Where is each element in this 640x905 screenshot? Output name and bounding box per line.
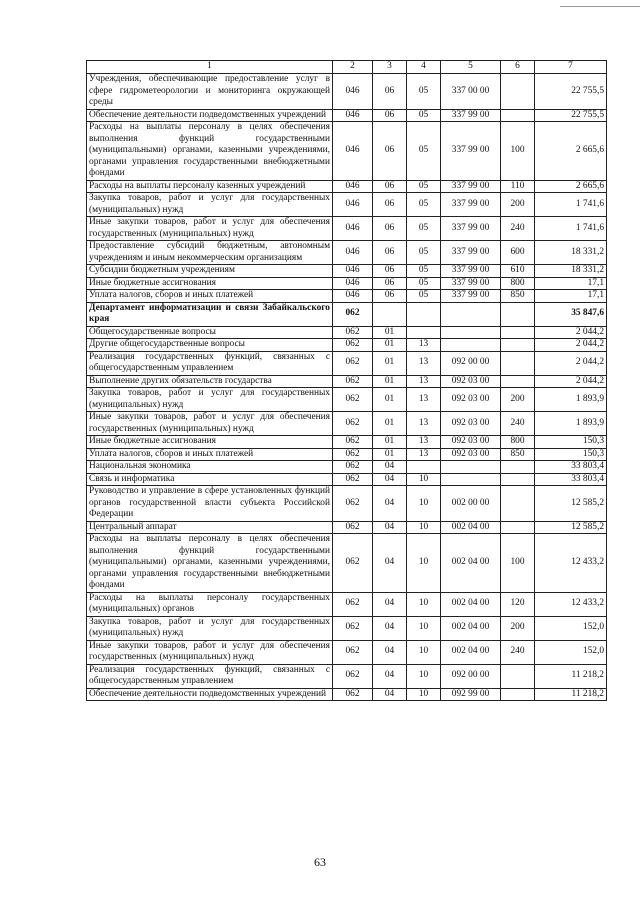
- cell-amount: 35 847,6: [535, 302, 607, 326]
- table-row: [87, 640, 607, 664]
- cell-amount: 22 755,5: [535, 109, 607, 122]
- cell-target-article: 337 99 00: [441, 277, 501, 290]
- cell-item-name: Выполнение других обязательств государства: [87, 375, 333, 388]
- cell-target-article: 002 04 00: [441, 592, 501, 616]
- table-row: [87, 461, 607, 474]
- cell-ministry-code: 062: [333, 375, 373, 388]
- cell-ministry-code: 046: [333, 193, 373, 217]
- cell-expense-type: [501, 351, 535, 375]
- table-row: [87, 375, 607, 388]
- cell-expense-type: 240: [501, 640, 535, 664]
- cell-expense-type: [501, 375, 535, 388]
- cell-expense-type: 240: [501, 217, 535, 241]
- cell-subsection-code: 13: [407, 412, 441, 436]
- table-row: [87, 193, 607, 217]
- cell-ministry-code: 062: [333, 521, 373, 534]
- table-row: [87, 180, 607, 193]
- cell-expense-type: 200: [501, 388, 535, 412]
- cell-subsection-code: 13: [407, 388, 441, 412]
- cell-amount: 11 218,2: [535, 664, 607, 688]
- cell-amount: 17,1: [535, 290, 607, 303]
- cell-target-article: 337 00 00: [441, 74, 501, 110]
- cell-section-code: 01: [373, 388, 407, 412]
- cell-subsection-code: 10: [407, 473, 441, 486]
- cell-target-article: 092 03 00: [441, 436, 501, 449]
- header-col-6: 6: [501, 61, 535, 74]
- cell-target-article: 002 00 00: [441, 486, 501, 522]
- cell-expense-type: [501, 74, 535, 110]
- top-rule: [560, 6, 640, 7]
- cell-item-name: Закупка товаров, работ и услуг для государственных (муниципальных) нужд: [87, 616, 333, 640]
- cell-target-article: 337 99 00: [441, 109, 501, 122]
- cell-ministry-code: 062: [333, 326, 373, 339]
- cell-section-code: 01: [373, 326, 407, 339]
- cell-item-name: Руководство и управление в сфере установленных функций органов государственной власти субъекта Российской Федерации: [87, 486, 333, 522]
- cell-item-name: Расходы на выплаты персоналу государственных (муниципальных) органов: [87, 592, 333, 616]
- cell-item-name: Реализация государственных функций, связанных с общегосударственным управлением: [87, 664, 333, 688]
- cell-subsection-code: 05: [407, 217, 441, 241]
- cell-amount: 11 218,2: [535, 688, 607, 701]
- table-row: [87, 217, 607, 241]
- cell-ministry-code: 046: [333, 277, 373, 290]
- cell-section-code: 01: [373, 412, 407, 436]
- table-row: [87, 616, 607, 640]
- header-col-3: 3: [373, 61, 407, 74]
- cell-target-article: 002 04 00: [441, 521, 501, 534]
- table-row: [87, 688, 607, 701]
- cell-ministry-code: 062: [333, 339, 373, 352]
- cell-ministry-code: 046: [333, 180, 373, 193]
- cell-expense-type: [501, 473, 535, 486]
- cell-expense-type: [501, 326, 535, 339]
- cell-item-name: Субсидии бюджетным учреждениям: [87, 265, 333, 278]
- cell-amount: 1 893,9: [535, 412, 607, 436]
- cell-item-name: Расходы на выплаты персоналу казенных учреждений: [87, 180, 333, 193]
- cell-expense-type: 100: [501, 122, 535, 181]
- table-row: [87, 326, 607, 339]
- cell-item-name: Уплата налогов, сборов и иных платежей: [87, 448, 333, 461]
- cell-expense-type: 110: [501, 180, 535, 193]
- cell-target-article: 092 03 00: [441, 448, 501, 461]
- cell-ministry-code: 046: [333, 217, 373, 241]
- cell-expense-type: [501, 521, 535, 534]
- cell-target-article: [441, 473, 501, 486]
- table-row: [87, 74, 607, 110]
- cell-section-code: 06: [373, 74, 407, 110]
- cell-ministry-code: 062: [333, 461, 373, 474]
- cell-amount: 152,0: [535, 616, 607, 640]
- cell-section-code: 06: [373, 290, 407, 303]
- cell-item-name: Предоставление субсидий бюджетным, автономным учреждениям и иным некоммерческим организациям: [87, 241, 333, 265]
- cell-target-article: 337 99 00: [441, 193, 501, 217]
- cell-section-code: 04: [373, 688, 407, 701]
- cell-amount: 152,0: [535, 640, 607, 664]
- cell-section-code: 04: [373, 461, 407, 474]
- cell-subsection-code: 13: [407, 339, 441, 352]
- cell-item-name: Иные закупки товаров, работ и услуг для обеспечения государственных (муниципальных) нужд: [87, 217, 333, 241]
- cell-target-article: 092 00 00: [441, 664, 501, 688]
- cell-subsection-code: 13: [407, 436, 441, 449]
- cell-expense-type: 850: [501, 290, 535, 303]
- cell-section-code: 06: [373, 122, 407, 181]
- cell-ministry-code: 046: [333, 122, 373, 181]
- cell-section-code: 01: [373, 339, 407, 352]
- table-row: [87, 265, 607, 278]
- cell-subsection-code: 05: [407, 241, 441, 265]
- cell-section-code: 06: [373, 180, 407, 193]
- cell-target-article: 092 99 00: [441, 688, 501, 701]
- cell-ministry-code: 062: [333, 351, 373, 375]
- cell-target-article: 337 99 00: [441, 241, 501, 265]
- cell-amount: 150,3: [535, 436, 607, 449]
- cell-section-code: 06: [373, 277, 407, 290]
- cell-expense-type: [501, 109, 535, 122]
- cell-amount: 22 755,5: [535, 74, 607, 110]
- cell-item-name: Иные бюджетные ассигнования: [87, 436, 333, 449]
- cell-amount: 1 741,6: [535, 217, 607, 241]
- cell-subsection-code: 10: [407, 486, 441, 522]
- table-row: [87, 486, 607, 522]
- cell-section-code: 04: [373, 640, 407, 664]
- cell-ministry-code: 062: [333, 412, 373, 436]
- cell-section-code: 01: [373, 436, 407, 449]
- table-row: [87, 388, 607, 412]
- cell-ministry-code: 062: [333, 688, 373, 701]
- cell-ministry-code: 062: [333, 616, 373, 640]
- cell-amount: 18 331,2: [535, 265, 607, 278]
- table-row: [87, 473, 607, 486]
- cell-amount: 1 893,9: [535, 388, 607, 412]
- header-col-7: 7: [535, 61, 607, 74]
- cell-expense-type: 850: [501, 448, 535, 461]
- cell-item-name: Общегосударственные вопросы: [87, 326, 333, 339]
- cell-item-name: Иные закупки товаров, работ и услуг для обеспечения государственных (муниципальных) нужд: [87, 412, 333, 436]
- cell-expense-type: 240: [501, 412, 535, 436]
- cell-amount: 12 433,2: [535, 592, 607, 616]
- table-row: [87, 339, 607, 352]
- cell-expense-type: 800: [501, 277, 535, 290]
- cell-target-article: 092 00 00: [441, 351, 501, 375]
- cell-amount: 2 044,2: [535, 351, 607, 375]
- cell-section-code: 06: [373, 241, 407, 265]
- cell-item-name: Обеспечение деятельности подведомственных учреждений: [87, 109, 333, 122]
- cell-target-article: 337 99 00: [441, 265, 501, 278]
- cell-target-article: 002 04 00: [441, 534, 501, 593]
- cell-item-name: Национальная экономика: [87, 461, 333, 474]
- cell-ministry-code: 062: [333, 302, 373, 326]
- cell-amount: 12 433,2: [535, 534, 607, 593]
- cell-ministry-code: 062: [333, 388, 373, 412]
- cell-item-name: Реализация государственных функций, связанных с общегосударственным управлением: [87, 351, 333, 375]
- cell-target-article: 002 04 00: [441, 616, 501, 640]
- table-row: [87, 521, 607, 534]
- cell-target-article: 337 99 00: [441, 122, 501, 181]
- cell-section-code: 04: [373, 473, 407, 486]
- cell-subsection-code: 13: [407, 448, 441, 461]
- cell-ministry-code: 062: [333, 534, 373, 593]
- cell-expense-type: 200: [501, 616, 535, 640]
- header-col-2: 2: [333, 61, 373, 74]
- cell-target-article: [441, 461, 501, 474]
- cell-section-code: 04: [373, 521, 407, 534]
- table-row: [87, 448, 607, 461]
- cell-subsection-code: [407, 326, 441, 339]
- cell-item-name: Иные бюджетные ассигнования: [87, 277, 333, 290]
- cell-target-article: 337 99 00: [441, 180, 501, 193]
- cell-amount: 2 665,6: [535, 180, 607, 193]
- cell-section-code: 01: [373, 351, 407, 375]
- cell-expense-type: 800: [501, 436, 535, 449]
- cell-ministry-code: 062: [333, 640, 373, 664]
- cell-ministry-code: 062: [333, 486, 373, 522]
- table-row: [87, 277, 607, 290]
- cell-amount: 33 803,4: [535, 473, 607, 486]
- cell-subsection-code: 05: [407, 74, 441, 110]
- cell-subsection-code: 10: [407, 521, 441, 534]
- cell-target-article: 337 99 00: [441, 290, 501, 303]
- table-row: [87, 241, 607, 265]
- cell-ministry-code: 062: [333, 664, 373, 688]
- cell-target-article: 002 04 00: [441, 640, 501, 664]
- cell-ministry-code: 046: [333, 265, 373, 278]
- cell-ministry-code: 046: [333, 290, 373, 303]
- cell-amount: 1 741,6: [535, 193, 607, 217]
- cell-item-name: Департамент информатизации и связи Забайкальского края: [87, 302, 333, 326]
- table-body: [87, 74, 607, 701]
- cell-section-code: 04: [373, 616, 407, 640]
- cell-item-name: Связь и информатика: [87, 473, 333, 486]
- table-row: [87, 122, 607, 181]
- cell-section-code: 06: [373, 265, 407, 278]
- cell-target-article: [441, 302, 501, 326]
- cell-item-name: Обеспечение деятельности подведомственных учреждений: [87, 688, 333, 701]
- cell-amount: 17,1: [535, 277, 607, 290]
- cell-ministry-code: 046: [333, 241, 373, 265]
- cell-expense-type: 200: [501, 193, 535, 217]
- cell-amount: 18 331,2: [535, 241, 607, 265]
- cell-expense-type: [501, 688, 535, 701]
- cell-target-article: [441, 326, 501, 339]
- cell-section-code: 06: [373, 109, 407, 122]
- cell-subsection-code: 05: [407, 193, 441, 217]
- cell-subsection-code: 10: [407, 688, 441, 701]
- cell-subsection-code: [407, 461, 441, 474]
- budget-table: [86, 60, 607, 701]
- table-row: [87, 109, 607, 122]
- table-row: [87, 412, 607, 436]
- cell-subsection-code: 05: [407, 290, 441, 303]
- cell-subsection-code: 05: [407, 109, 441, 122]
- cell-subsection-code: 05: [407, 277, 441, 290]
- cell-expense-type: [501, 461, 535, 474]
- cell-amount: 150,3: [535, 448, 607, 461]
- cell-amount: 33 803,4: [535, 461, 607, 474]
- cell-subsection-code: 05: [407, 265, 441, 278]
- cell-subsection-code: 10: [407, 592, 441, 616]
- cell-amount: 12 585,2: [535, 486, 607, 522]
- cell-item-name: Центральный аппарат: [87, 521, 333, 534]
- cell-subsection-code: 10: [407, 640, 441, 664]
- cell-expense-type: [501, 486, 535, 522]
- cell-subsection-code: 10: [407, 616, 441, 640]
- cell-expense-type: 600: [501, 241, 535, 265]
- cell-expense-type: [501, 664, 535, 688]
- header-col-5: 5: [441, 61, 501, 74]
- cell-expense-type: 120: [501, 592, 535, 616]
- cell-section-code: [373, 302, 407, 326]
- cell-item-name: Иные закупки товаров, работ и услуг для обеспечения государственных (муниципальных) нужд: [87, 640, 333, 664]
- table-row: [87, 436, 607, 449]
- cell-amount: 2 044,2: [535, 339, 607, 352]
- cell-section-code: 06: [373, 193, 407, 217]
- cell-target-article: 092 03 00: [441, 375, 501, 388]
- cell-item-name: Расходы на выплаты персоналу в целях обеспечения выполнения функций государственными (муниципальными) органами, казенными учреждениями, органами управления государственными внебюджетными фондами: [87, 534, 333, 593]
- cell-item-name: Закупка товаров, работ и услуг для государственных (муниципальных) нужд: [87, 388, 333, 412]
- cell-ministry-code: 046: [333, 109, 373, 122]
- cell-ministry-code: 062: [333, 473, 373, 486]
- cell-item-name: Закупка товаров, работ и услуг для государственных (муниципальных) нужд: [87, 193, 333, 217]
- cell-amount: 2 665,6: [535, 122, 607, 181]
- cell-expense-type: 100: [501, 534, 535, 593]
- cell-subsection-code: [407, 302, 441, 326]
- table-row: [87, 351, 607, 375]
- page-number: 63: [314, 855, 326, 869]
- table-row: [87, 534, 607, 593]
- cell-amount: 2 044,2: [535, 326, 607, 339]
- cell-section-code: 01: [373, 448, 407, 461]
- cell-ministry-code: 062: [333, 448, 373, 461]
- header-col-1: 1: [87, 61, 333, 74]
- cell-section-code: 04: [373, 592, 407, 616]
- cell-section-code: 06: [373, 217, 407, 241]
- cell-amount: 2 044,2: [535, 375, 607, 388]
- cell-section-code: 04: [373, 664, 407, 688]
- cell-section-code: 01: [373, 375, 407, 388]
- cell-expense-type: [501, 302, 535, 326]
- cell-subsection-code: 13: [407, 375, 441, 388]
- cell-item-name: Другие общегосударственные вопросы: [87, 339, 333, 352]
- cell-amount: 12 585,2: [535, 521, 607, 534]
- cell-item-name: Расходы на выплаты персоналу в целях обеспечения выполнения функций государственными (муниципальными) органами, казенными учреждениями, органами управления государственными внебюджетными фондами: [87, 122, 333, 181]
- cell-ministry-code: 062: [333, 592, 373, 616]
- cell-subsection-code: 13: [407, 351, 441, 375]
- cell-section-code: 04: [373, 486, 407, 522]
- header-col-4: 4: [407, 61, 441, 74]
- cell-target-article: 092 03 00: [441, 412, 501, 436]
- cell-target-article: 337 99 00: [441, 217, 501, 241]
- cell-expense-type: 610: [501, 265, 535, 278]
- table-row: [87, 302, 607, 326]
- cell-expense-type: [501, 339, 535, 352]
- cell-subsection-code: 05: [407, 180, 441, 193]
- cell-section-code: 04: [373, 534, 407, 593]
- cell-subsection-code: 10: [407, 664, 441, 688]
- cell-target-article: [441, 339, 501, 352]
- cell-subsection-code: 10: [407, 534, 441, 593]
- cell-ministry-code: 046: [333, 74, 373, 110]
- cell-subsection-code: 05: [407, 122, 441, 181]
- cell-target-article: 092 03 00: [441, 388, 501, 412]
- table-header-row: [87, 61, 607, 74]
- cell-item-name: Уплата налогов, сборов и иных платежей: [87, 290, 333, 303]
- cell-item-name: Учреждения, обеспечивающие предоставление услуг в сфере гидрометеорологии и мониторинга окружающей среды: [87, 74, 333, 110]
- table-row: [87, 290, 607, 303]
- table-row: [87, 664, 607, 688]
- table-row: [87, 592, 607, 616]
- cell-ministry-code: 062: [333, 436, 373, 449]
